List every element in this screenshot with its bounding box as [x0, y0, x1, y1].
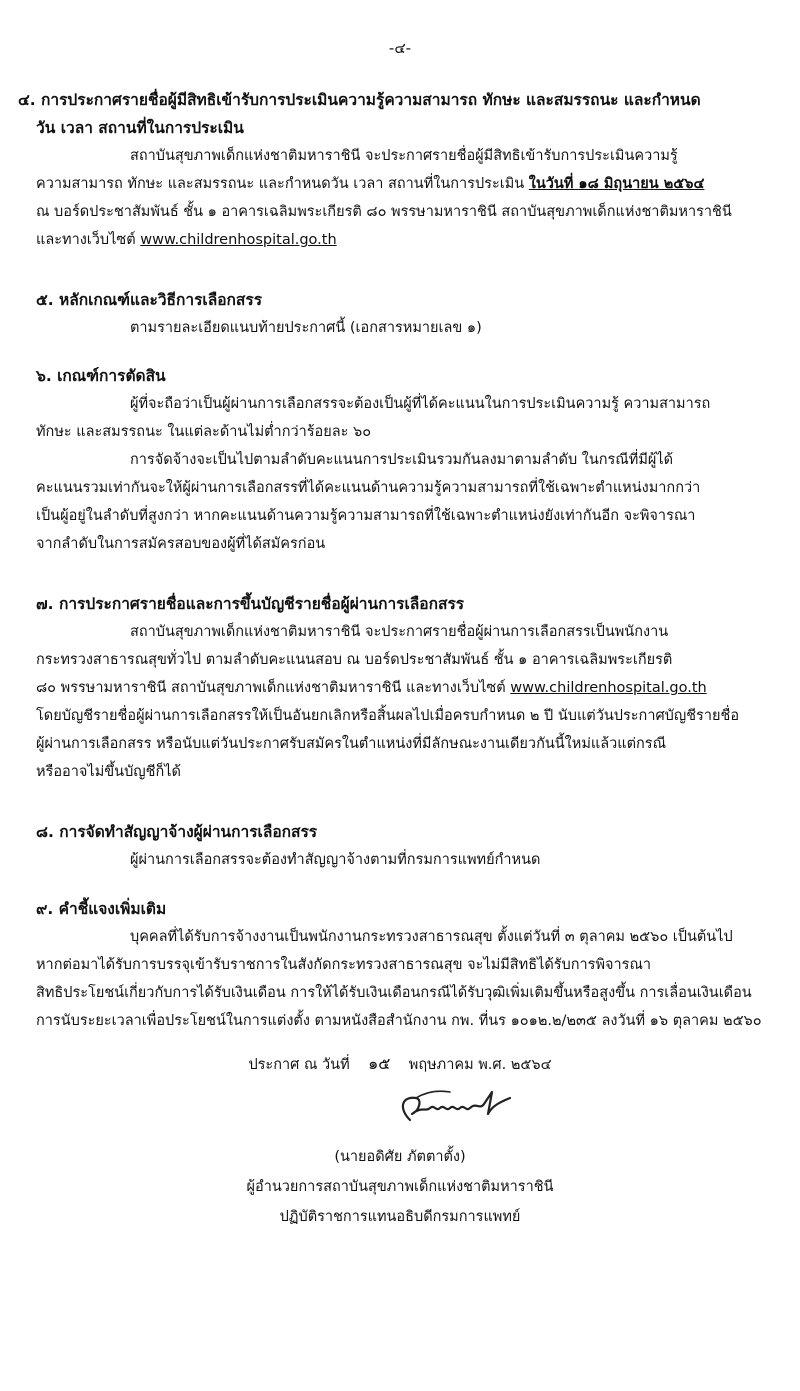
section-7-heading: ๗. การประกาศรายชื่อและการขึ้นบัญชีรายชื่อผู้ผ่านการเลือกสรร	[36, 595, 465, 613]
section-8-heading: ๘. การจัดทำสัญญาจ้างผู้ผ่านการเลือกสรร	[36, 823, 318, 841]
section-5	[0, 286, 800, 342]
signer-title-1: ผู้อำนวยการสถาบันสุขภาพเด็กแห่งชาติมหาราชินี	[246, 1179, 554, 1195]
website-link[interactable]: www.childrenhospital.go.th	[510, 680, 707, 696]
section-5-heading: ๕. หลักเกณฑ์และวิธีการเลือกสรร	[36, 291, 263, 309]
section-9-line4: การนับระยะเวลาเพื่อประโยชน์ในการแต่งตั้ง ตามหนังสือสำนักงาน กพ. ที่นร ๑๐๑๒.๒/๒๓๕ ลงวันที่ ๑๖ ตุลาคม ๒๕๖๐	[36, 1013, 762, 1029]
section-8	[0, 818, 800, 874]
section-6-line1: ผู้ที่จะถือว่าเป็นผู้ผ่านการเลือกสรรจะต้องเป็นผู้ที่ได้คะแนนในการประเมินความรู้ ความสามารถ	[130, 396, 711, 412]
section-6	[0, 362, 800, 558]
section-6-line2: ทักษะ และสมรรถนะ ในแต่ละด้านไม่ต่ำกว่าร้อยละ ๖๐	[36, 424, 372, 440]
page-number: -๔-	[388, 39, 412, 57]
section-4-line2-text: ความสามารถ ทักษะ และสมรรถนะ และกำหนดวัน เวลา สถานที่ในการประเมิน	[36, 176, 529, 192]
announce-date-prefix: ประกาศ ณ วันที่	[248, 1057, 350, 1073]
section-6-line3: การจัดจ้างจะเป็นไปตามลำดับคะแนนการประเมินรวมกันลงมาตามลำดับ ในกรณีที่มีผู้ได้	[130, 452, 674, 468]
section-8-line1: ผู้ผ่านการเลือกสรรจะต้องทำสัญญาจ้างตามที่กรมการแพทย์กำหนด	[130, 852, 541, 868]
section-9-heading: ๙. คำชี้แจงเพิ่มเติม	[36, 900, 167, 918]
section-4-line1: สถาบันสุขภาพเด็กแห่งชาติมหาราชินี จะประกาศรายชื่อผู้มีสิทธิเข้ารับการประเมินความรู้	[130, 148, 678, 164]
section-7-line5: ผู้ผ่านการเลือกสรร หรือนับแต่วันประกาศรับสมัครในตำแหน่งที่มีลักษณะงานเดียวกันนี้ใหม่แล้วแต่กรณี	[36, 736, 667, 752]
section-4-line4	[36, 226, 800, 254]
section-9-line3: สิทธิประโยชน์เกี่ยวกับการได้รับเงินเดือน การให้ได้รับเงินเดือนกรณีได้รับวุฒิเพิ่มเติมขึ้นหรือสูงขึ้น การเลื่อนเงินเดือน	[36, 985, 752, 1001]
section-7-line1: สถาบันสุขภาพเด็กแห่งชาติมหาราชินี จะประกาศรายชื่อผู้ผ่านการเลือกสรรเป็นพนักงาน	[130, 624, 669, 640]
section-7-line3-text: ๘๐ พรรษามหาราชินี สถาบันสุขภาพเด็กแห่งชาติมหาราชินี และทางเว็บไซต์	[36, 680, 511, 696]
section-4-line3: ณ บอร์ดประชาสัมพันธ์ ชั้น ๑ อาคารเฉลิมพระเกียรติ ๘๐ พรรษามหาราชินี สถาบันสุขภาพเด็กแห่งชาติมหาราชินี	[36, 204, 732, 220]
website-link[interactable]: www.childrenhospital.go.th	[140, 232, 337, 248]
section-4-heading-line1: ๔. การประกาศรายชื่อผู้มีสิทธิเข้ารับการประเมินความรู้ความสามารถ ทักษะ และสมรรถนะ และกำหนด	[18, 91, 701, 109]
signer-name: (นายอดิศัย ภัตตาตั้ง)	[334, 1149, 466, 1165]
section-6-line5: เป็นผู้อยู่ในลำดับที่สูงกว่า หากคะแนนด้านความรู้ความสามารถที่ใช้เฉพาะตำแหน่งยังเท่ากันอีก จะพิจารณา	[36, 508, 696, 524]
signer-title-2: ปฏิบัติราชการแทนอธิบดีกรมการแพทย์	[279, 1209, 521, 1225]
section-6-heading: ๖. เกณฑ์การตัดสิน	[36, 367, 166, 385]
section-4-line4-text: และทางเว็บไซต์	[36, 232, 141, 248]
announce-day: ๑๕	[368, 1054, 391, 1073]
section-6-line4: คะแนนรวมเท่ากันจะให้ผู้ผ่านการเลือกสรรที่ได้คะแนนด้านความรู้ความสามารถที่ใช้เฉพาะตำแหน่งมากกว่า	[36, 480, 701, 496]
section-4	[0, 86, 800, 254]
section-5-line1: ตามรายละเอียดแนบท้ายประกาศนี้ (เอกสารหมายเลข ๑)	[130, 320, 482, 336]
section-4-line2	[36, 170, 800, 198]
announce-date-suffix: พฤษภาคม พ.ศ. ๒๕๖๔	[408, 1057, 552, 1073]
section-7-line3	[36, 674, 800, 702]
section-7	[0, 590, 800, 786]
section-6-line6: จากลำดับในการสมัครสอบของผู้ที่ได้สมัครก่อน	[36, 536, 326, 552]
section-9-line1: บุคคลที่ได้รับการจ้างงานเป็นพนักงานกระทรวงสาธารณสุข ตั้งแต่วันที่ ๓ ตุลาคม ๒๕๖๐ เป็นต้นไป	[130, 929, 733, 945]
signature-image	[392, 1086, 532, 1140]
section-9	[0, 895, 800, 1035]
section-4-heading-line2: วัน เวลา สถานที่ในการประเมิน	[36, 119, 244, 137]
section-9-line2: หากต่อมาได้รับการบรรจุเข้ารับราชการในสังกัดกระทรวงสาธารณสุข จะไม่มีสิทธิได้รับการพิจารณา	[36, 957, 652, 973]
section-7-line6: หรืออาจไม่ขึ้นบัญชีก็ได้	[36, 764, 181, 780]
assessment-date: ในวันที่ ๑๘ มิถุนายน ๒๕๖๔	[528, 176, 705, 192]
section-7-line2: กระทรวงสาธารณสุขทั่วไป ตามลำดับคะแนนสอบ ณ บอร์ดประชาสัมพันธ์ ชั้น ๑ อาคารเฉลิมพระเกียรติ	[36, 652, 673, 668]
section-7-line4: โดยบัญชีรายชื่อผู้ผ่านการเลือกสรรให้เป็นอันยกเลิกหรือสิ้นผลไปเมื่อครบกำหนด ๒ ปี นับแต่วันประกาศบัญชีรายชื่อ	[36, 708, 740, 724]
announce-date	[0, 1050, 800, 1079]
